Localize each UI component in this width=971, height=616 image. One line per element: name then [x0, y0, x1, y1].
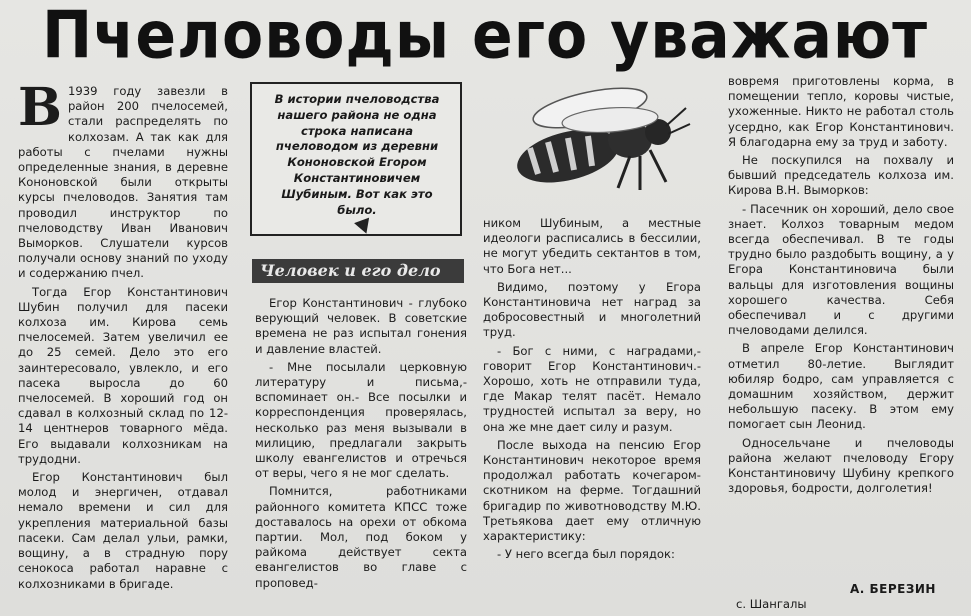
- headline: Пчеловоды его уважают: [41, 0, 929, 74]
- col4-paragraph-5: Односельчане и пчеловоды района желают пчеловоду Егору Константиновичу Шубину крепкого здоровья, бодрости, долголетия!: [728, 435, 954, 496]
- column-1: [18, 77, 228, 595]
- lead-text: В истории пчеловодства нашего района не одна строка написана пчеловодом из деревни Кононовской Егором Константиновичем Шубиным. Вот как это было.: [274, 92, 440, 217]
- col3-paragraph-4: После выхода на пенсию Егор Константинович некоторое время продолжал работать кочегаром-скотником на ферме. Тогдашний бригадир по животноводству М.Ю. Третьякова дает ему отличную характеристику:: [483, 437, 701, 544]
- bee-icon: [490, 78, 720, 208]
- col3-paragraph-3: - Бог с ними, с наградами,- говорит Егор Константинович.- Хорошо, хоть не отправили туда, где Макар телят пасёт. Немало трудностей испытал за веру, но она же мне дает силу и разум.: [483, 343, 701, 434]
- col3-paragraph-1: ником Шубиным, а местные идеологи расписались в бессилии, не могут убедить сектантов в том, что Бога нет...: [483, 216, 701, 276]
- dropcap: В: [18, 77, 62, 138]
- col3-paragraph-5: - У него всегда был порядок:: [497, 547, 675, 562]
- col2-paragraph-3: Помнится, работниками районного комитета КПСС тоже доставалось на орехи от обкома партии. Мол, под боком у райкома действует секта евангелистов во главе с проповед-: [255, 484, 467, 590]
- lead-box: [250, 82, 462, 236]
- rubric-banner: Человек и его дело: [252, 259, 464, 283]
- column-2: [255, 296, 467, 594]
- col1-p1-text: 1939 году завезли в район 200 пчелосемей, стали распределять по колхозам. А так как для работы с пчелами нужны определенные знания, в деревне Кононовской были открыты курсы пчеловодов. Занятия там проводил инструктор по пчеловодству Иван Иванович Выморков. Слушатели курсов получали основу знаний по уходу и содержанию пчел.: [18, 84, 228, 281]
- col1-paragraph-1: [18, 77, 228, 282]
- col2-paragraph-2: - Мне посылали церковную литературу и письма,- вспоминает он.- Все посылки и корреспонденция проверялась, несколько раз меня вызывали в милицию, предлагали закрыть школу евангелистов и отречься от веры, чего я не мог сделать.: [255, 359, 467, 481]
- author-signature: А. БЕРЕЗИН: [850, 582, 936, 596]
- dateline-place: с. Шангалы: [736, 597, 807, 611]
- col2-paragraph-1: Егор Константинович - глубоко верующий человек. В советские времена не раз испытал гонения и давление властей.: [255, 296, 467, 356]
- column-3: [483, 216, 701, 565]
- col1-paragraph-2: Тогда Егор Константинович Шубин получил для пасеки колхоза им. Кирова семь пчелосемей. Затем увеличил ее до 25 семей. Дело это его заинтересовало, увлекло, и его пасека выросла до 60 пчелосемей. В хороший год он сдавал в колхозный склад по 12-14 центнеров товарного мёда. Его выдавали колхозникам на трудодни.: [18, 284, 228, 466]
- col4-paragraph-1: вовремя приготовлены корма, в помещении тепло, коровы чистые, ухоженные. Никто не работал столь усердно, как Егор Константинович. Я благодарна ему за труд и заботу.: [728, 74, 954, 149]
- col1-paragraph-3: Егор Константинович был молод и энергичен, отдавал немало времени и сил для укрепления материальной базы пасеки. Сам делал ульи, рамки, вощину, а в страдную пору сенокоса работал наравне с колхозниками в бригаде.: [18, 470, 228, 591]
- col4-paragraph-3: - Пасечник он хороший, дело свое знает. Колхоз товарным медом всегда обеспечивал. В те годы трудно было раздобыть вощину, а у Егора Константиновича были вальцы для изготовления вощины хорошего качества. Себя обеспечивал и с другими пчеловодами делился.: [728, 201, 954, 338]
- col3-paragraph-2: Видимо, поэтому у Егора Константиновича нет наград за добросовестный и многолетний труд.: [483, 279, 701, 340]
- column-4: [728, 74, 954, 499]
- col4-paragraph-2: Не поскупился на похвалу и бывший председатель колхоза им. Кирова В.Н. Выморков:: [728, 153, 954, 198]
- col4-paragraph-4: В апреле Егор Константинович отметил 80-летие. Выглядит юбиляр бодро, сам управляется с домашним хозяйством, держит небольшую пасеку. В этом ему помогает сын Леонид.: [728, 341, 954, 432]
